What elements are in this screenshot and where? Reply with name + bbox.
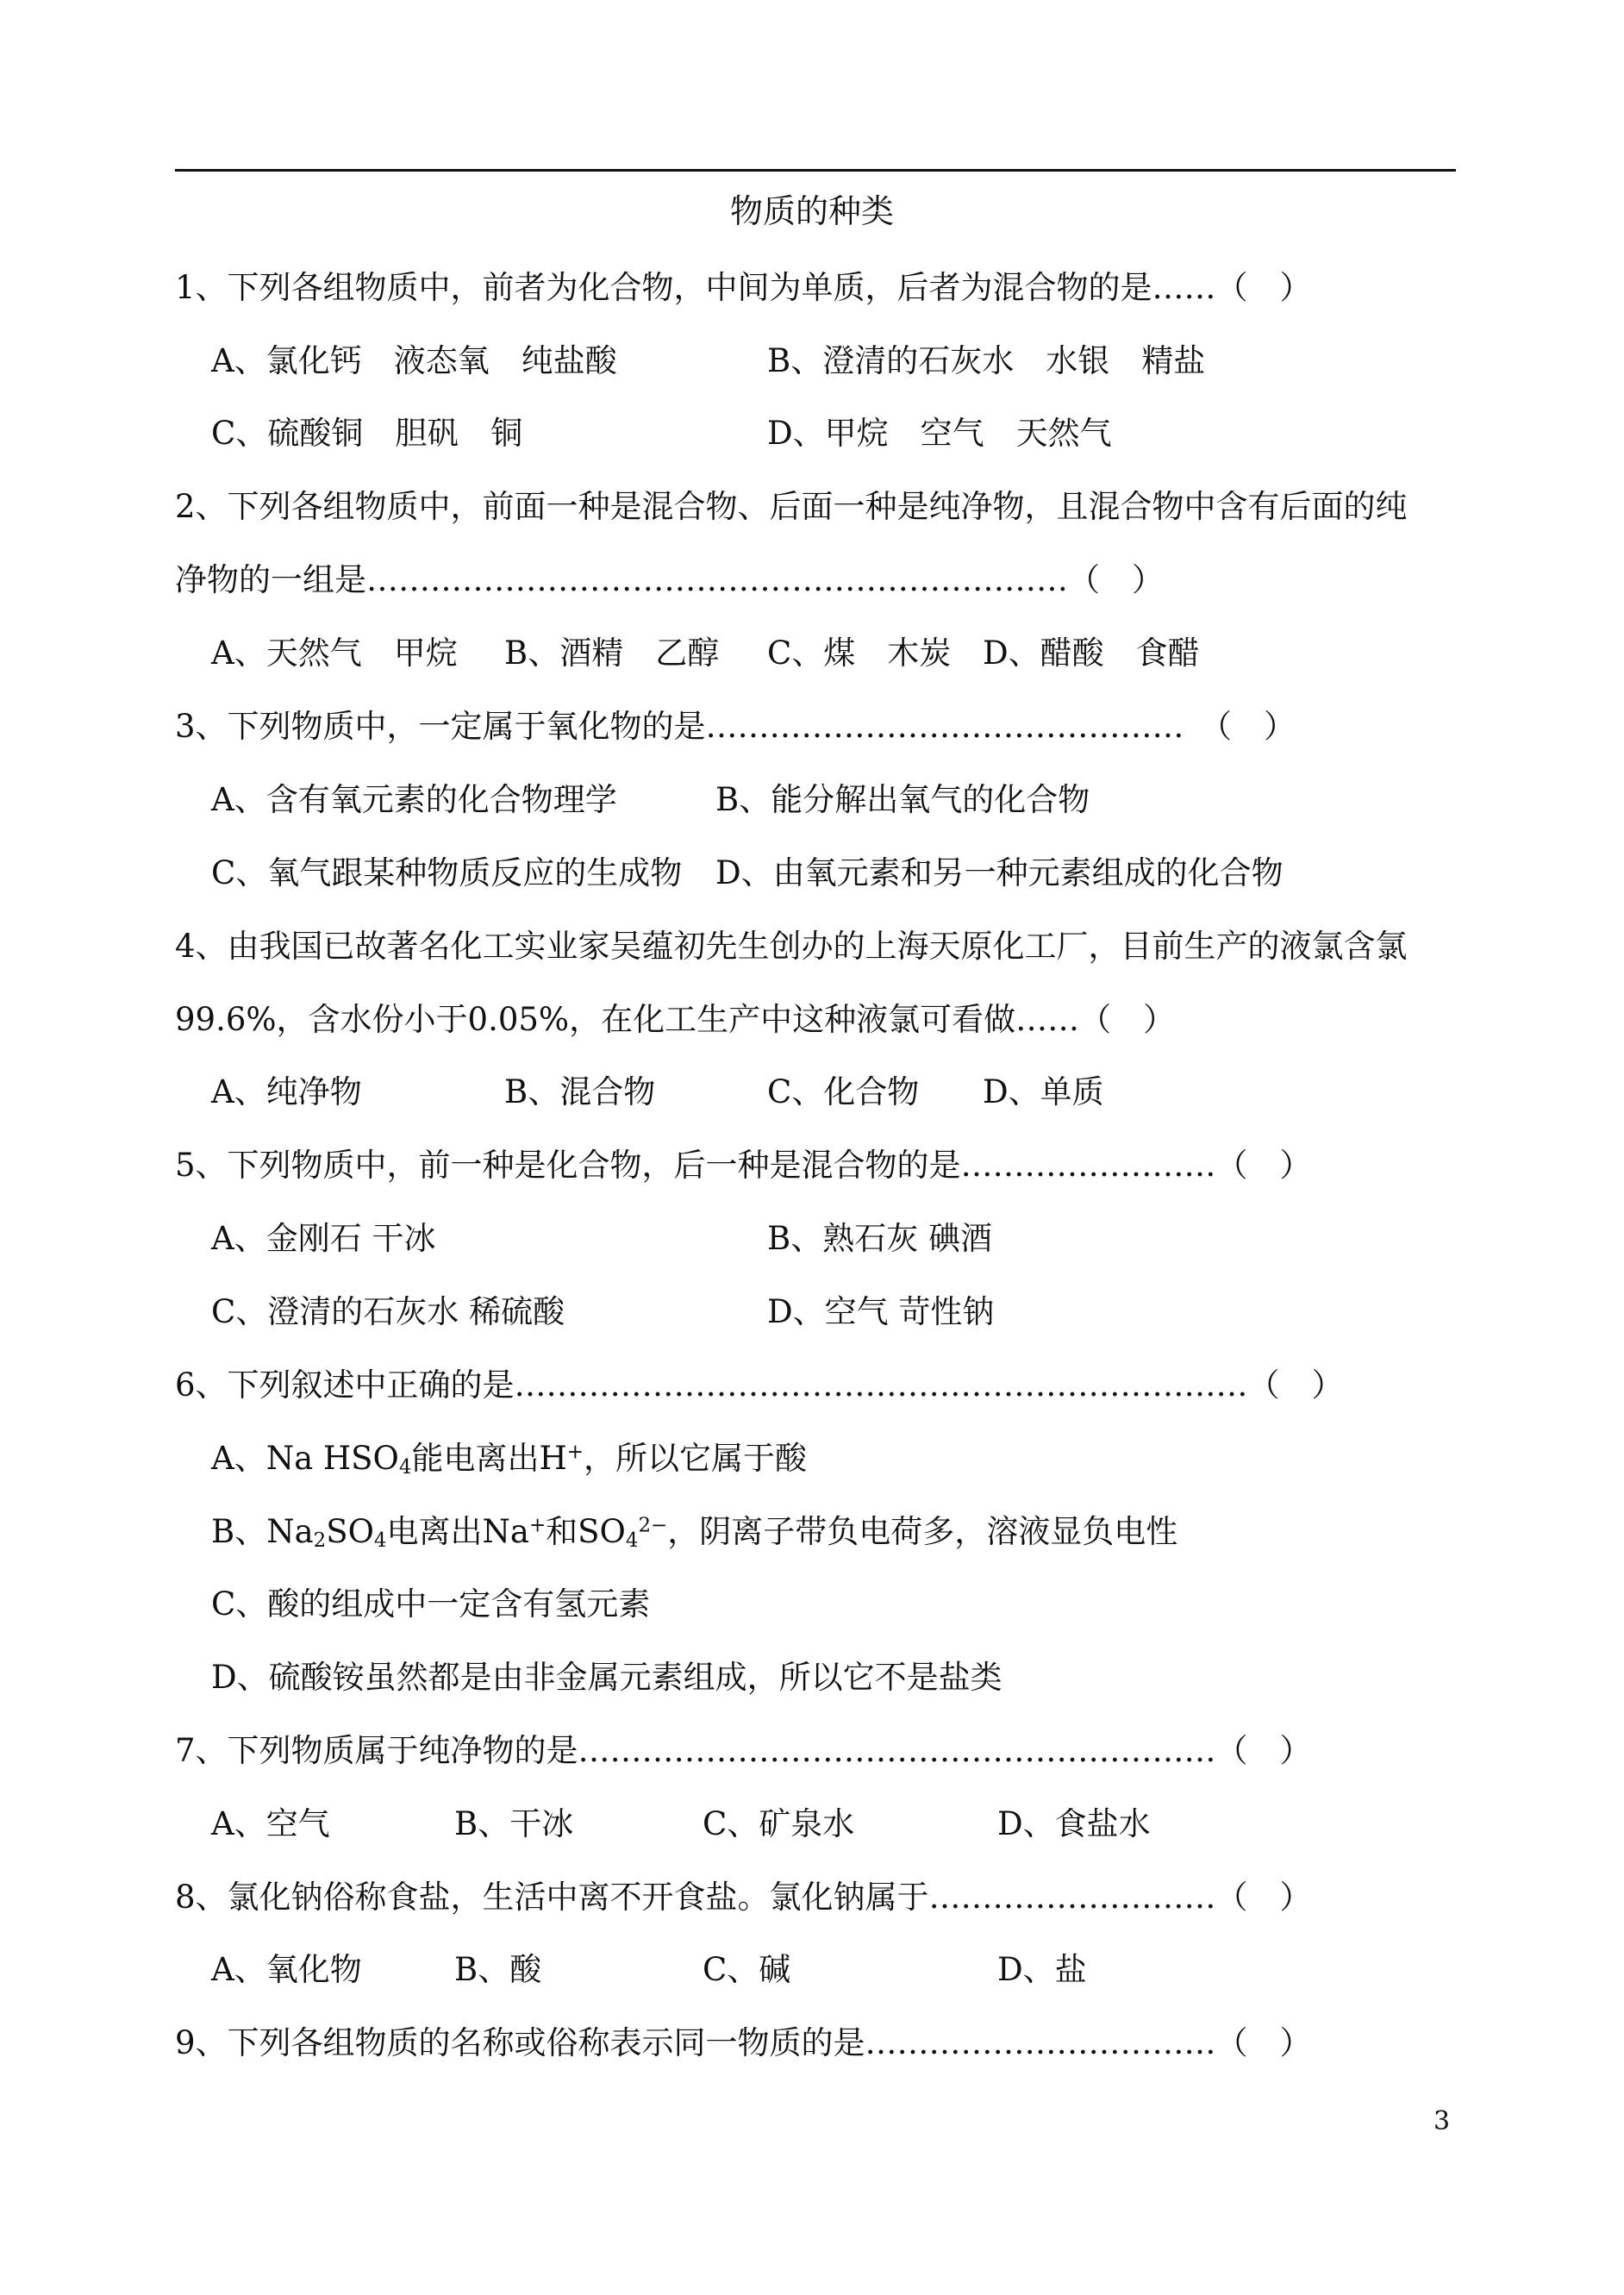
q3-option-c: C、氧气跟某种物质反应的生成物 — [211, 854, 683, 891]
q7-option-b: B、干冰 — [454, 1805, 574, 1842]
q6-option-d: D、硫酸铵虽然都是由非金属元素组成，所以它不是盐类 — [211, 1659, 1003, 1696]
q7-option-d: D、食盐水 — [997, 1805, 1151, 1842]
q2-option-c: C、煤 木炭 — [767, 635, 952, 672]
q3-option-b: B、能分解出氧气的化合物 — [715, 781, 1090, 818]
q5-option-c: C、澄清的石灰水 稀硫酸 — [211, 1293, 565, 1330]
q7-option-a: A、空气 — [211, 1805, 330, 1842]
q6b-text-3: 电离出Na — [386, 1513, 529, 1550]
q6b-subscript-3: 4 — [625, 1529, 639, 1553]
q1-option-c: C、硫酸铜 胆矾 铜 — [211, 415, 523, 452]
header-rule — [175, 169, 1456, 172]
q2-option-d: D、醋酸 食醋 — [983, 635, 1200, 672]
q6a-superscript: + — [566, 1441, 584, 1464]
q6-option-b — [211, 1512, 1177, 1552]
question-5-stem: 5、下列物质中，前一种是化合物，后一种是混合物的是……………………（ ） — [175, 1147, 1312, 1184]
q4-option-b: B、混合物 — [504, 1073, 656, 1110]
q4-option-c: C、化合物 — [767, 1073, 920, 1110]
q6b-superscript: + — [528, 1514, 547, 1537]
q2-option-a: A、天然气 甲烷 — [211, 635, 458, 672]
question-4-stem-cont: 99.6%，含水份小于0.05%，在化工生产中这种液氯可看做……（ ） — [175, 1001, 1176, 1038]
q3-option-a: A、含有氧元素的化合物理学 — [211, 781, 617, 818]
q6b-text-2: SO — [326, 1513, 374, 1550]
page-title: 物质的种类 — [729, 192, 894, 230]
q3-option-d: D、由氧元素和另一种元素组成的化合物 — [715, 854, 1284, 891]
q8-option-a: A、氧化物 — [211, 1951, 362, 1988]
q5-option-b: B、熟石灰 碘酒 — [767, 1220, 992, 1257]
q6a-text-2: 能电离出H — [411, 1440, 567, 1477]
q6b-text-5: ，阴离子带负电荷多，溶液显负电性 — [667, 1513, 1178, 1550]
question-6-stem: 6、下列叙述中正确的是……………………………………………………………（ ） — [175, 1366, 1344, 1404]
q6-option-c: C、酸的组成中一定含有氢元素 — [211, 1585, 651, 1623]
question-3-stem: 3、下列物质中，一定属于氧化物的是……………………………………… （ ） — [175, 708, 1296, 745]
question-4-stem: 4、由我国已故著名化工实业家吴蕴初先生创办的上海天原化工厂，目前生产的液氯含氯 — [175, 928, 1408, 965]
q6b-superscript-2: 2− — [638, 1514, 668, 1537]
question-2-stem: 2、下列各组物质中，前面一种是混合物、后面一种是纯净物，且混合物中含有后面的纯 — [175, 488, 1408, 525]
question-7-stem: 7、下列物质属于纯净物的是……………………………………………………（ ） — [175, 1732, 1312, 1769]
q6a-text: A、Na HSO — [211, 1440, 399, 1477]
q2-option-b: B、酒精 乙醇 — [504, 635, 720, 672]
q4-option-a: A、纯净物 — [211, 1073, 362, 1110]
q1-option-a: A、氯化钙 液态氧 纯盐酸 — [211, 342, 617, 379]
q6b-text: B、Na — [211, 1513, 314, 1550]
q6b-text-4: 和SO — [546, 1513, 626, 1550]
q6a-text-3: ，所以它属于酸 — [583, 1440, 807, 1477]
q1-option-b: B、澄清的石灰水 水银 精盐 — [767, 342, 1206, 379]
q4-option-d: D、单质 — [983, 1073, 1104, 1110]
question-9-stem: 9、下列各组物质的名称或俗称表示同一物质的是……………………………（ ） — [175, 2024, 1312, 2061]
q6a-subscript: 4 — [398, 1456, 412, 1479]
q5-option-d: D、空气 苛性钠 — [767, 1293, 995, 1330]
q8-option-c: C、碱 — [703, 1951, 791, 1988]
q6-option-a — [211, 1439, 807, 1479]
question-2-stem-cont: 净物的一组是…………………………………………………………（ ） — [175, 561, 1164, 598]
q6b-subscript-2: 4 — [373, 1529, 387, 1553]
question-8-stem: 8、氯化钠俗称食盐，生活中离不开食盐。氯化钠属于………………………（ ） — [175, 1879, 1312, 1916]
q8-option-d: D、盐 — [997, 1951, 1087, 1988]
page-number: 3 — [1433, 2106, 1451, 2136]
q1-option-d: D、甲烷 空气 天然气 — [767, 415, 1112, 452]
q6b-subscript: 2 — [313, 1529, 327, 1553]
question-1-stem: 1、下列各组物质中，前者为化合物，中间为单质，后者为混合物的是……（ ） — [175, 269, 1312, 306]
q5-option-a: A、金刚石 干冰 — [211, 1220, 436, 1257]
q8-option-b: B、酸 — [454, 1951, 542, 1988]
q7-option-c: C、矿泉水 — [703, 1805, 855, 1842]
